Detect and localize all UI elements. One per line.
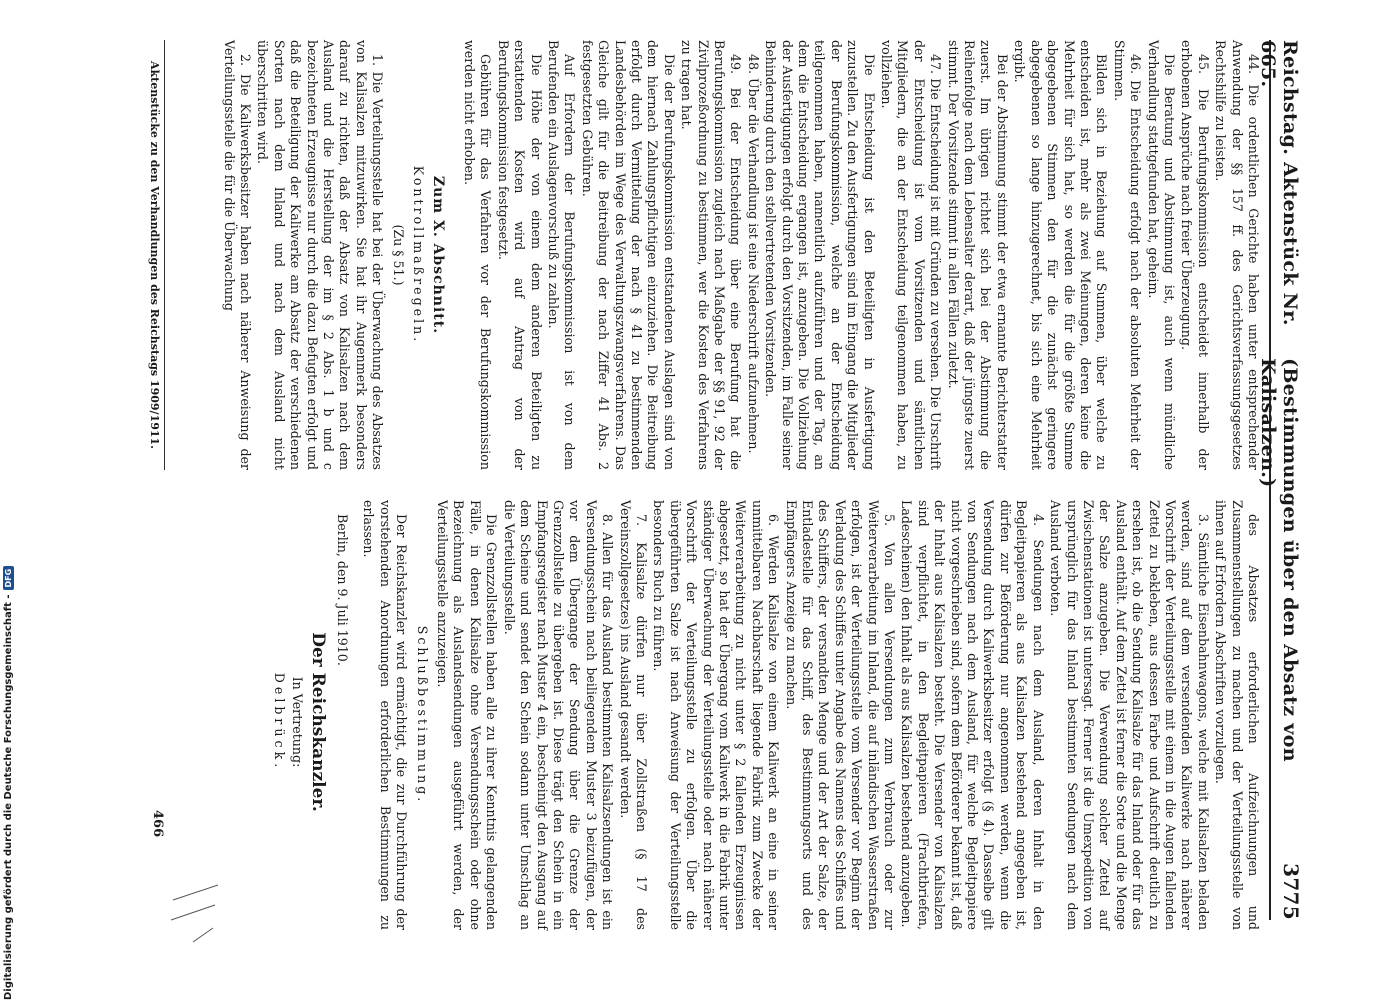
signature-subtitle: In Vertretung: <box>290 676 306 768</box>
section-heading: Zum X. Abschnitt. <box>430 175 447 335</box>
header-center: (Bestimmungen über den Absatz von Kalisalzen.) <box>1257 358 1301 762</box>
paragraph: Die Grenzzollstellen haben alle zu ihrer Kenntnis gelangenden Fälle, in denen Kalisalze ohne Versendungsschein oder ohne Bezeichnung als Auslandsendungen ausgeführt werden, der Verteilungsstelle anzuzeigen. <box>435 500 500 930</box>
paragraph: 47. Die Entscheidung ist mit Gründen zu versehen. Die Urschrift der Entscheidung ist vom Vorsitzenden und sämtlichen Mitgliedern, die an der Entscheidung teilgenommen haben, zu vollziehen. <box>879 40 944 470</box>
header-page-number: 3775 <box>1279 863 1303 920</box>
paragraph: Die Höhe der von einem dem anderen Beteiligten zu erstattenden Kosten wird auf Antrag von der Berufungskommission festgesetzt. <box>495 40 544 470</box>
right-column <box>270 500 1261 930</box>
paragraph: Gebühren für das Verfahren vor der Berufungskommission werden nicht erhoben. <box>461 40 494 470</box>
section-subheading: Kontrollmaßregeln. <box>411 165 427 345</box>
paragraph: Der Reichskanzler wird ermächtigt, die zur Durchführung der vorstehenden Anordnungen erforderlichen Bestimmungen zu erlassen. <box>361 500 410 930</box>
paragraph: Bei der Abstimmung stimmt der etwa ernannte Berichterstatter zuerst. Im übrigen richtet sich bei der Abstimmung die Reihenfolge nach dem Lebensalter derart, daß der jüngste zuerst stimmt. Der Vorsitzende stimmt in allen Fällen zuletzt. <box>945 40 1010 470</box>
final-heading: Schlußbestimmung. <box>414 625 430 805</box>
paragraph: des Absatzes erforderlichen Aufzeichnungen und Zusammenstellungen zu machen und der Verteilungsstelle von ihnen auf Erfordern Abschriften vorzulegen. <box>1213 500 1261 930</box>
running-header <box>1257 40 1303 920</box>
dfg-logo: DFG <box>3 566 14 591</box>
paragraph: Bilden sich in Beziehung auf Summen, über welche zu entscheiden ist, mehr als zwei Meinungen, deren keine die Mehrheit für sich hat, so werden die für die größte Summe abgegebenen Stimmen den für die zunächst geringere abgegebenen so lange hinzugerechnet, bis sich eine Mehrheit ergibt. <box>1012 40 1110 470</box>
paragraph: Die der Berufungskommission entstandenen Auslagen sind von dem hiernach Zahlungspflichtigen einzuziehen. Die Beitreibung erfolgt durch Vermittelung der nach § 41 zu bestimmenden Landesbehörden im Wege des Verwaltungszwangsverfahrens. Das Gleiche gilt für die Beitreibung der nach Ziffer 41 Abs. 2 festgesetzten Gebühren. <box>579 40 677 470</box>
paragraph: 49. Bei der Entscheidung über eine Berufung hat die Berufungskommission zugleich nach Maßgabe der §§ 91, 92 der Zivilprozeßordnung zu bestimmen, wer die Kosten des Verfahrens zu tragen hat. <box>679 40 744 470</box>
signature-name: Delbrück. <box>271 672 287 772</box>
signature-title: Der Reichskanzler. <box>307 632 328 812</box>
document-page <box>83 0 1383 1000</box>
paragraph: 8. Allen für das Ausland bestimmten Kalisalzsendungen ist ein Versendungsschein nach beiliegendem Muster 3 beizufügen, der vor dem Übergange der Sendung über die Grenze der Grenzzollstelle zu übergeben ist. Diese trägt den Schein in ein Empfangsregister nach Muster 4 ein, bescheinigt den Ausgang auf dem Scheine und sendet den Schein sodann unter Umschlag an die Verteilungsstelle. <box>501 500 616 930</box>
paragraph: 5. Von allen Versendungen zum Verbrauch oder zur Weiterverarbeitung im Inland, die auf inländischen Wasserstraßen erfolgen, ist der Verteilungsstelle vom Versender vor Beginn der Verladung des Schiffes unter Angabe des Namens des Schiffes und des Schiffers, der versandten Menge und der Art der Salze, der Entladestelle für das Schiff, des Bestimmungsorts und des Empfängers Anzeige zu machen. <box>783 500 898 930</box>
paragraph: 2. Die Kaliwerksbesitzer haben nach näherer Anweisung der Verteilungsstelle die für die Überwachung <box>221 40 254 470</box>
paragraph: Die Beratung und Abstimmung ist, auch wenn mündliche Verhandlung stattgefunden hat, geheim. <box>1145 40 1177 470</box>
pencil-mark-icon <box>163 880 223 950</box>
page-number: 466 <box>150 810 165 838</box>
left-column <box>219 40 1261 470</box>
header-left: Reichstag. Aktenstück Nr. 665. <box>1257 40 1301 326</box>
page-footer: Aktenstücke zu den Verhandlungen des Reichstags 1909/1911. <box>148 40 165 470</box>
paragraph: 1. Die Verteilungsstelle hat bei der Überwachung des Absatzes von Kalisalzen mitzuwirken. Sie hat ihr Augenmerk besonders darauf zu richten, daß der Absatz von Kalisalzen nach dem Ausland und die Herstellung der im § 2 Abs. 1 b und c bezeichneten Erzeugnisse nur durch die dazu Befugten erfolgt und daß die Beteiligung der Kaliwerke am Absatz der verschiedenen Sorten nach dem Inland und nach dem Ausland nicht überschritten wird. <box>255 40 386 470</box>
section-reference: (Zu § 51.) <box>390 224 406 286</box>
paragraph: Die Entscheidung ist den Beteiligten in Ausfertigung zuzustellen. Zu den Ausfertigungen sind im Eingang die Mitglieder der Berufungskommission, welche an der Entscheidung teilgenommen haben, namentlich aufzuführen und der Tag, an dem die Entscheidung ergangen ist, anzugeben. Die Vollziehung der Ausfertigungen erfolgt durch den Vorsitzenden, im Falle seiner Behinderung durch den stellvertretenden Vorsitzenden. <box>763 40 877 470</box>
paragraph: Auf Erfordern der Berufungskommission ist von dem Berufenden ein Auslagenvorschuß zu zahlen. <box>545 40 578 470</box>
paragraph: 48. Über die Verhandlung ist eine Niederschrift aufzunehmen. <box>745 54 761 454</box>
paragraph: 6. Werden Kalisalze von einem Kaliwerk an eine in seiner unmittelbaren Nachbarschaft liegende Fabrik zum Zwecke der Weiterverarbeitung zu nicht unter § 2 fallenden Erzeugnissen abgesetzt, so hat der Übergang vom Kaliwerk in die Fabrik unter ständiger Überwachung der Verteilungsstelle oder nach näherer Vorschrift der Verteilungsstelle zu erfolgen. Über die übergeführten Salze ist nach Anweisung der Verteilungsstelle besonders Buch zu führen. <box>651 500 782 930</box>
paragraph: 45. Die Berufungskommission entscheidet innerhalb der erhobenen Ansprüche nach freier Überzeugung. <box>1179 40 1211 470</box>
paragraph: 4. Sendungen nach dem Ausland, deren Inhalt in den Begleitpapieren als aus Kalisalzen bestehend angegeben ist, dürfen zur Beförderung nur angenommen werden, wenn die Versendung durch Kaliwerksbesitzer erfolgt (§ 4). Dasselbe gilt von Sendungen nach dem Ausland, für welche Begleitpapiere nicht vorgeschrieben sind, sofern dem Beförderer bekannt ist, daß der Inhalt aus Kalisalzen besteht. Die Versender von Kalisalzen sind verpflichtet, in den Begleitpapieren (Frachtbriefen, Ladescheinen) den Inhalt als aus Kalisalzen bestehend anzugeben. <box>899 500 1046 930</box>
digitization-text: Digitalisierung gefördert durch die Deutsche Forschungsgemeinschaft - <box>2 594 14 1000</box>
date-line: Berlin, den 9. Juli 1910. <box>335 514 351 666</box>
paragraph: 46. Die Entscheidung erfolgt nach der absoluten Mehrheit der Stimmen. <box>1111 40 1144 470</box>
paragraph: 3. Sämtliche Eisenbahnwagons, welche mit Kalisalzen beladen werden, sind auf dem versendenden Kaliwerke nach näherer Vorschrift der Verteilungsstelle mit einem in die Augen fallenden Zettel zu bekleben, aus dessen Farbe und Aufschrift deutlich zu ersehen ist, ob die Sendung Kalisalze für das Inland oder für das Ausland enthält. Auf dem Zettel ist ferner die Sorte und die Menge der Salze anzugeben. Die Verwendung solcher Zettel auf Zwischenstationen ist untersagt. Ferner ist die Umexpedition von ursprünglich für das Inland bestimmten Sendungen nach dem Ausland verboten. <box>1048 500 1211 930</box>
paragraph: 44. Die ordentlichen Gerichte haben unter entsprechender Anwendung der §§ 157 ff. des Gerichtsverfassungsgesetzes Rechtshilfe zu leisten. <box>1213 40 1261 470</box>
paragraph: 7. Kalisalze dürfen nur über Zollstraßen (§ 17 des Vereinszollgesetzes) ins Ausland gesandt werden. <box>617 500 649 930</box>
digitization-credit <box>0 568 16 1000</box>
